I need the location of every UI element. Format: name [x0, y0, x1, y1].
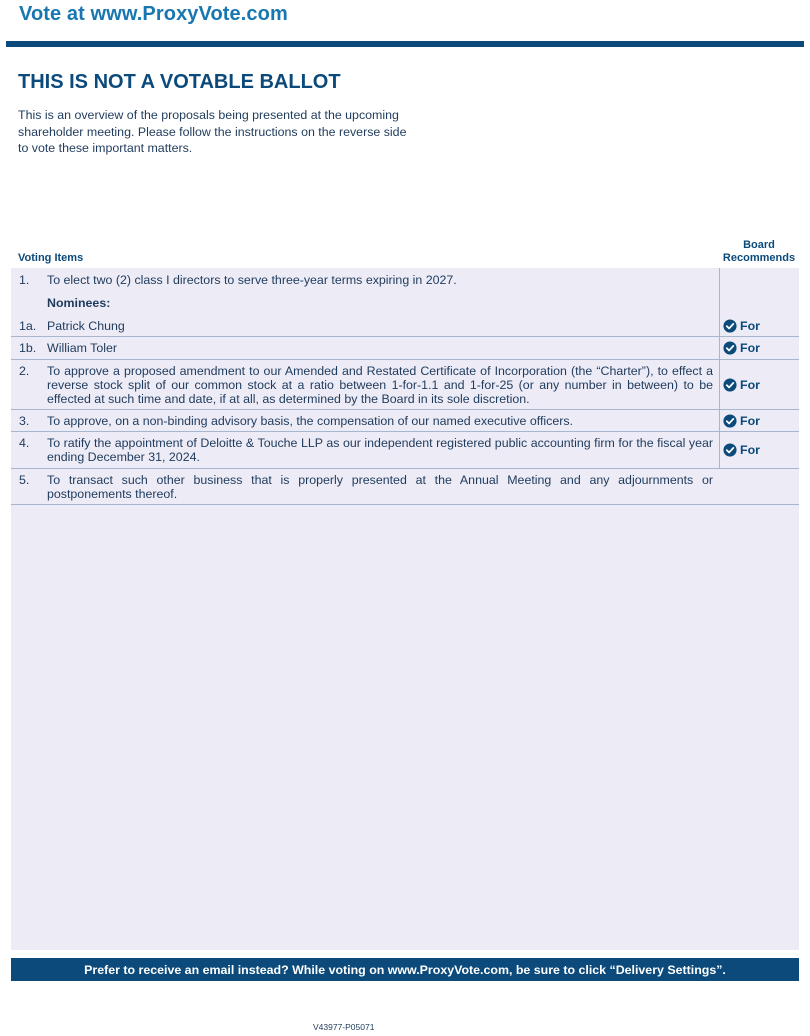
item-number: 2.	[19, 364, 30, 378]
row-divider	[11, 468, 799, 469]
recommendation-label: For	[740, 319, 760, 333]
column-header-board-line1: Board	[743, 239, 775, 251]
item-number: 1.	[19, 273, 30, 287]
item-text: To approve a proposed amendment to our Amended and Restated Certificate of Incorporation (the “Charter”), to effect a reverse stock split of our common stock at a ratio between 1-for-1.1 and 1-for-25 (or any number in between) to be effected at such time and date, if at all, as determined by the Board in its sole discretion.	[47, 364, 713, 406]
nominees-label: Nominees:	[47, 296, 111, 310]
item-number: 1b.	[19, 341, 37, 355]
recommendation-label: For	[740, 443, 760, 457]
column-header-board-recommends	[718, 239, 800, 265]
recommendation-label: For	[740, 414, 760, 428]
item-number: 4.	[19, 436, 30, 450]
item-number: 5.	[19, 473, 30, 487]
document-code: V43977-P05071	[313, 1022, 375, 1032]
row-divider	[11, 359, 799, 360]
nominee-name: William Toler	[47, 341, 117, 355]
check-circle-icon	[723, 378, 737, 392]
check-circle-icon	[723, 319, 737, 333]
recommendation-column-divider	[719, 268, 720, 468]
recommendation	[723, 378, 760, 392]
column-header-voting-items: Voting Items	[18, 252, 84, 264]
recommendation-label: For	[740, 341, 760, 355]
vote-link-header[interactable]: Vote at www.ProxyVote.com	[19, 3, 288, 25]
row-divider	[11, 504, 799, 505]
recommendation-label: For	[740, 378, 760, 392]
item-text: To elect two (2) class I directors to serve three-year terms expiring in 2027.	[47, 273, 457, 287]
row-divider	[11, 431, 799, 432]
recommendation	[723, 319, 760, 333]
item-number: 3.	[19, 414, 30, 428]
nominee-name: Patrick Chung	[47, 319, 125, 333]
item-number: 1a.	[19, 319, 37, 333]
row-divider	[11, 336, 799, 337]
item-text: To approve, on a non-binding advisory basis, the compensation of our named executive officers.	[47, 414, 573, 428]
recommendation	[723, 443, 760, 457]
item-text: To transact such other business that is properly presented at the Annual Meeting and any adjournments or postponements thereof.	[47, 473, 713, 501]
intro-paragraph: This is an overview of the proposals being presented at the upcoming shareholder meeting. Please follow the instructions on the reverse side to vote these important matters.	[18, 108, 407, 155]
column-header-board-line2: Recommends	[722, 252, 796, 264]
check-circle-icon	[723, 414, 737, 428]
check-circle-icon	[723, 341, 737, 355]
recommendation	[723, 414, 760, 428]
recommendation	[723, 341, 760, 355]
item-text: To ratify the appointment of Deloitte & Touche LLP as our independent registered public accounting firm for the fiscal year ending December 31, 2024.	[47, 436, 713, 464]
email-delivery-banner	[11, 958, 799, 981]
check-circle-icon	[723, 443, 737, 457]
row-divider	[11, 409, 799, 410]
header-rule	[6, 41, 804, 47]
page-title: THIS IS NOT A VOTABLE BALLOT	[18, 71, 341, 93]
email-delivery-text: Prefer to receive an email instead? While voting on www.ProxyVote.com, be sure to click “Delivery Settings”.	[84, 962, 726, 977]
